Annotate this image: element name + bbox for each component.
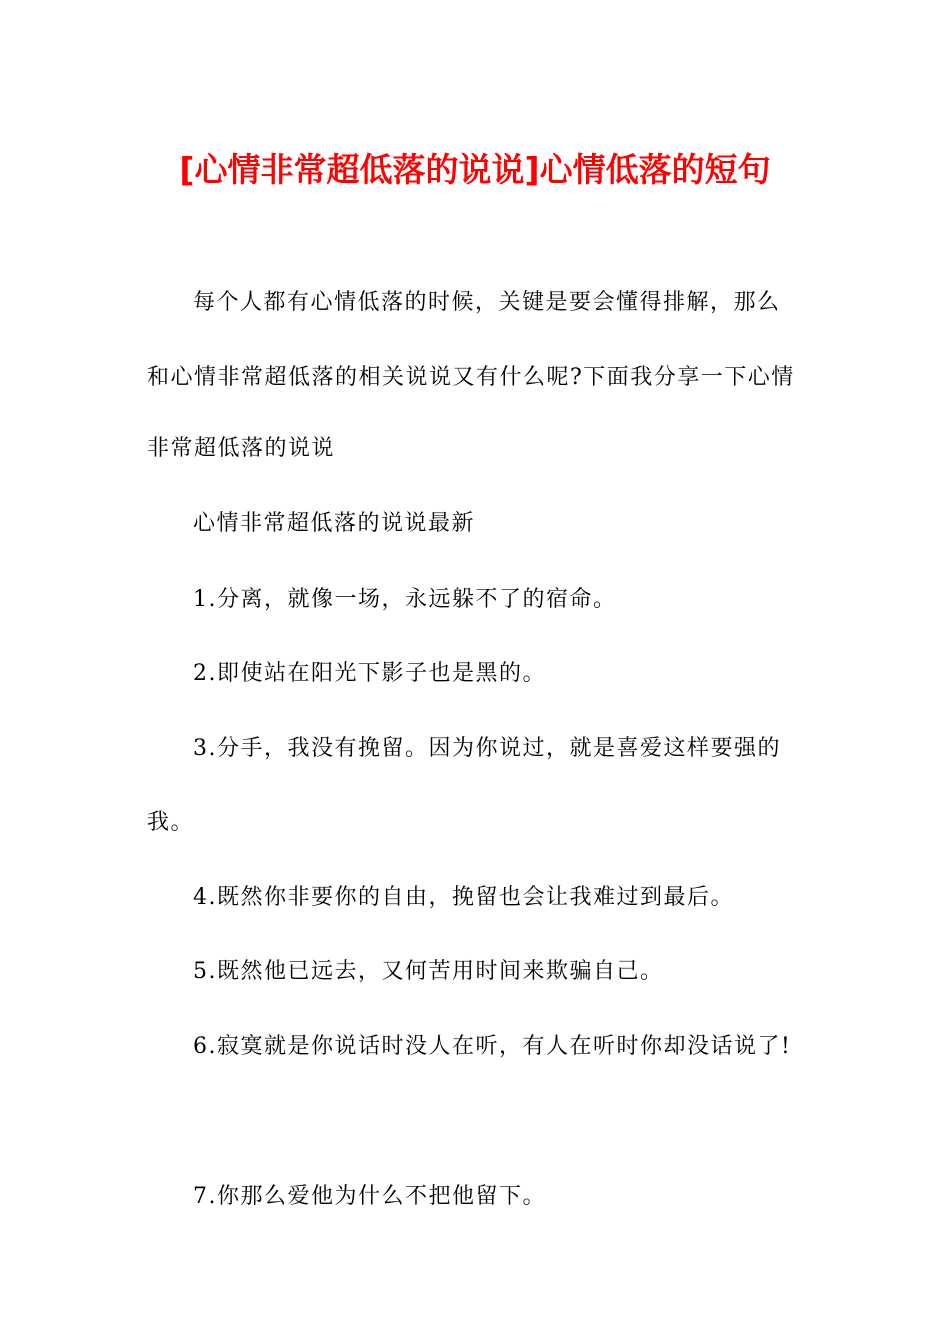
intro-line-1: 每个人都有心情低落的时候，关键是要会懂得排解，那么 bbox=[193, 290, 781, 315]
list-item: 7.你那么爱他为什么不把他留下。 bbox=[193, 1184, 546, 1209]
intro-line-3: 非常超低落的说说 bbox=[147, 436, 336, 461]
list-item: 1.分离，就像一场，永远躲不了的宿命。 bbox=[193, 587, 617, 612]
document-title: [心情非常超低落的说说]心情低落的短句 bbox=[179, 150, 771, 189]
list-item: 5.既然他已远去，又何苦用时间来欺骗自己。 bbox=[193, 959, 664, 984]
list-item: 2.即使站在阳光下影子也是黑的。 bbox=[193, 661, 546, 686]
list-item: 6.寂寞就是你说话时没人在听，有人在听时你却没话说了! bbox=[193, 1034, 792, 1059]
list-item: 4.既然你非要你的自由，挽留也会让我难过到最后。 bbox=[193, 885, 734, 910]
list-item: 3.分手，我没有挽留。因为你说过，就是喜爱这样要强的 bbox=[193, 736, 781, 761]
intro-line-2: 和心情非常超低落的相关说说又有什么呢?下面我分享一下心情 bbox=[147, 365, 795, 390]
list-item-continuation: 我。 bbox=[147, 810, 195, 835]
section-heading: 心情非常超低落的说说最新 bbox=[193, 511, 476, 536]
